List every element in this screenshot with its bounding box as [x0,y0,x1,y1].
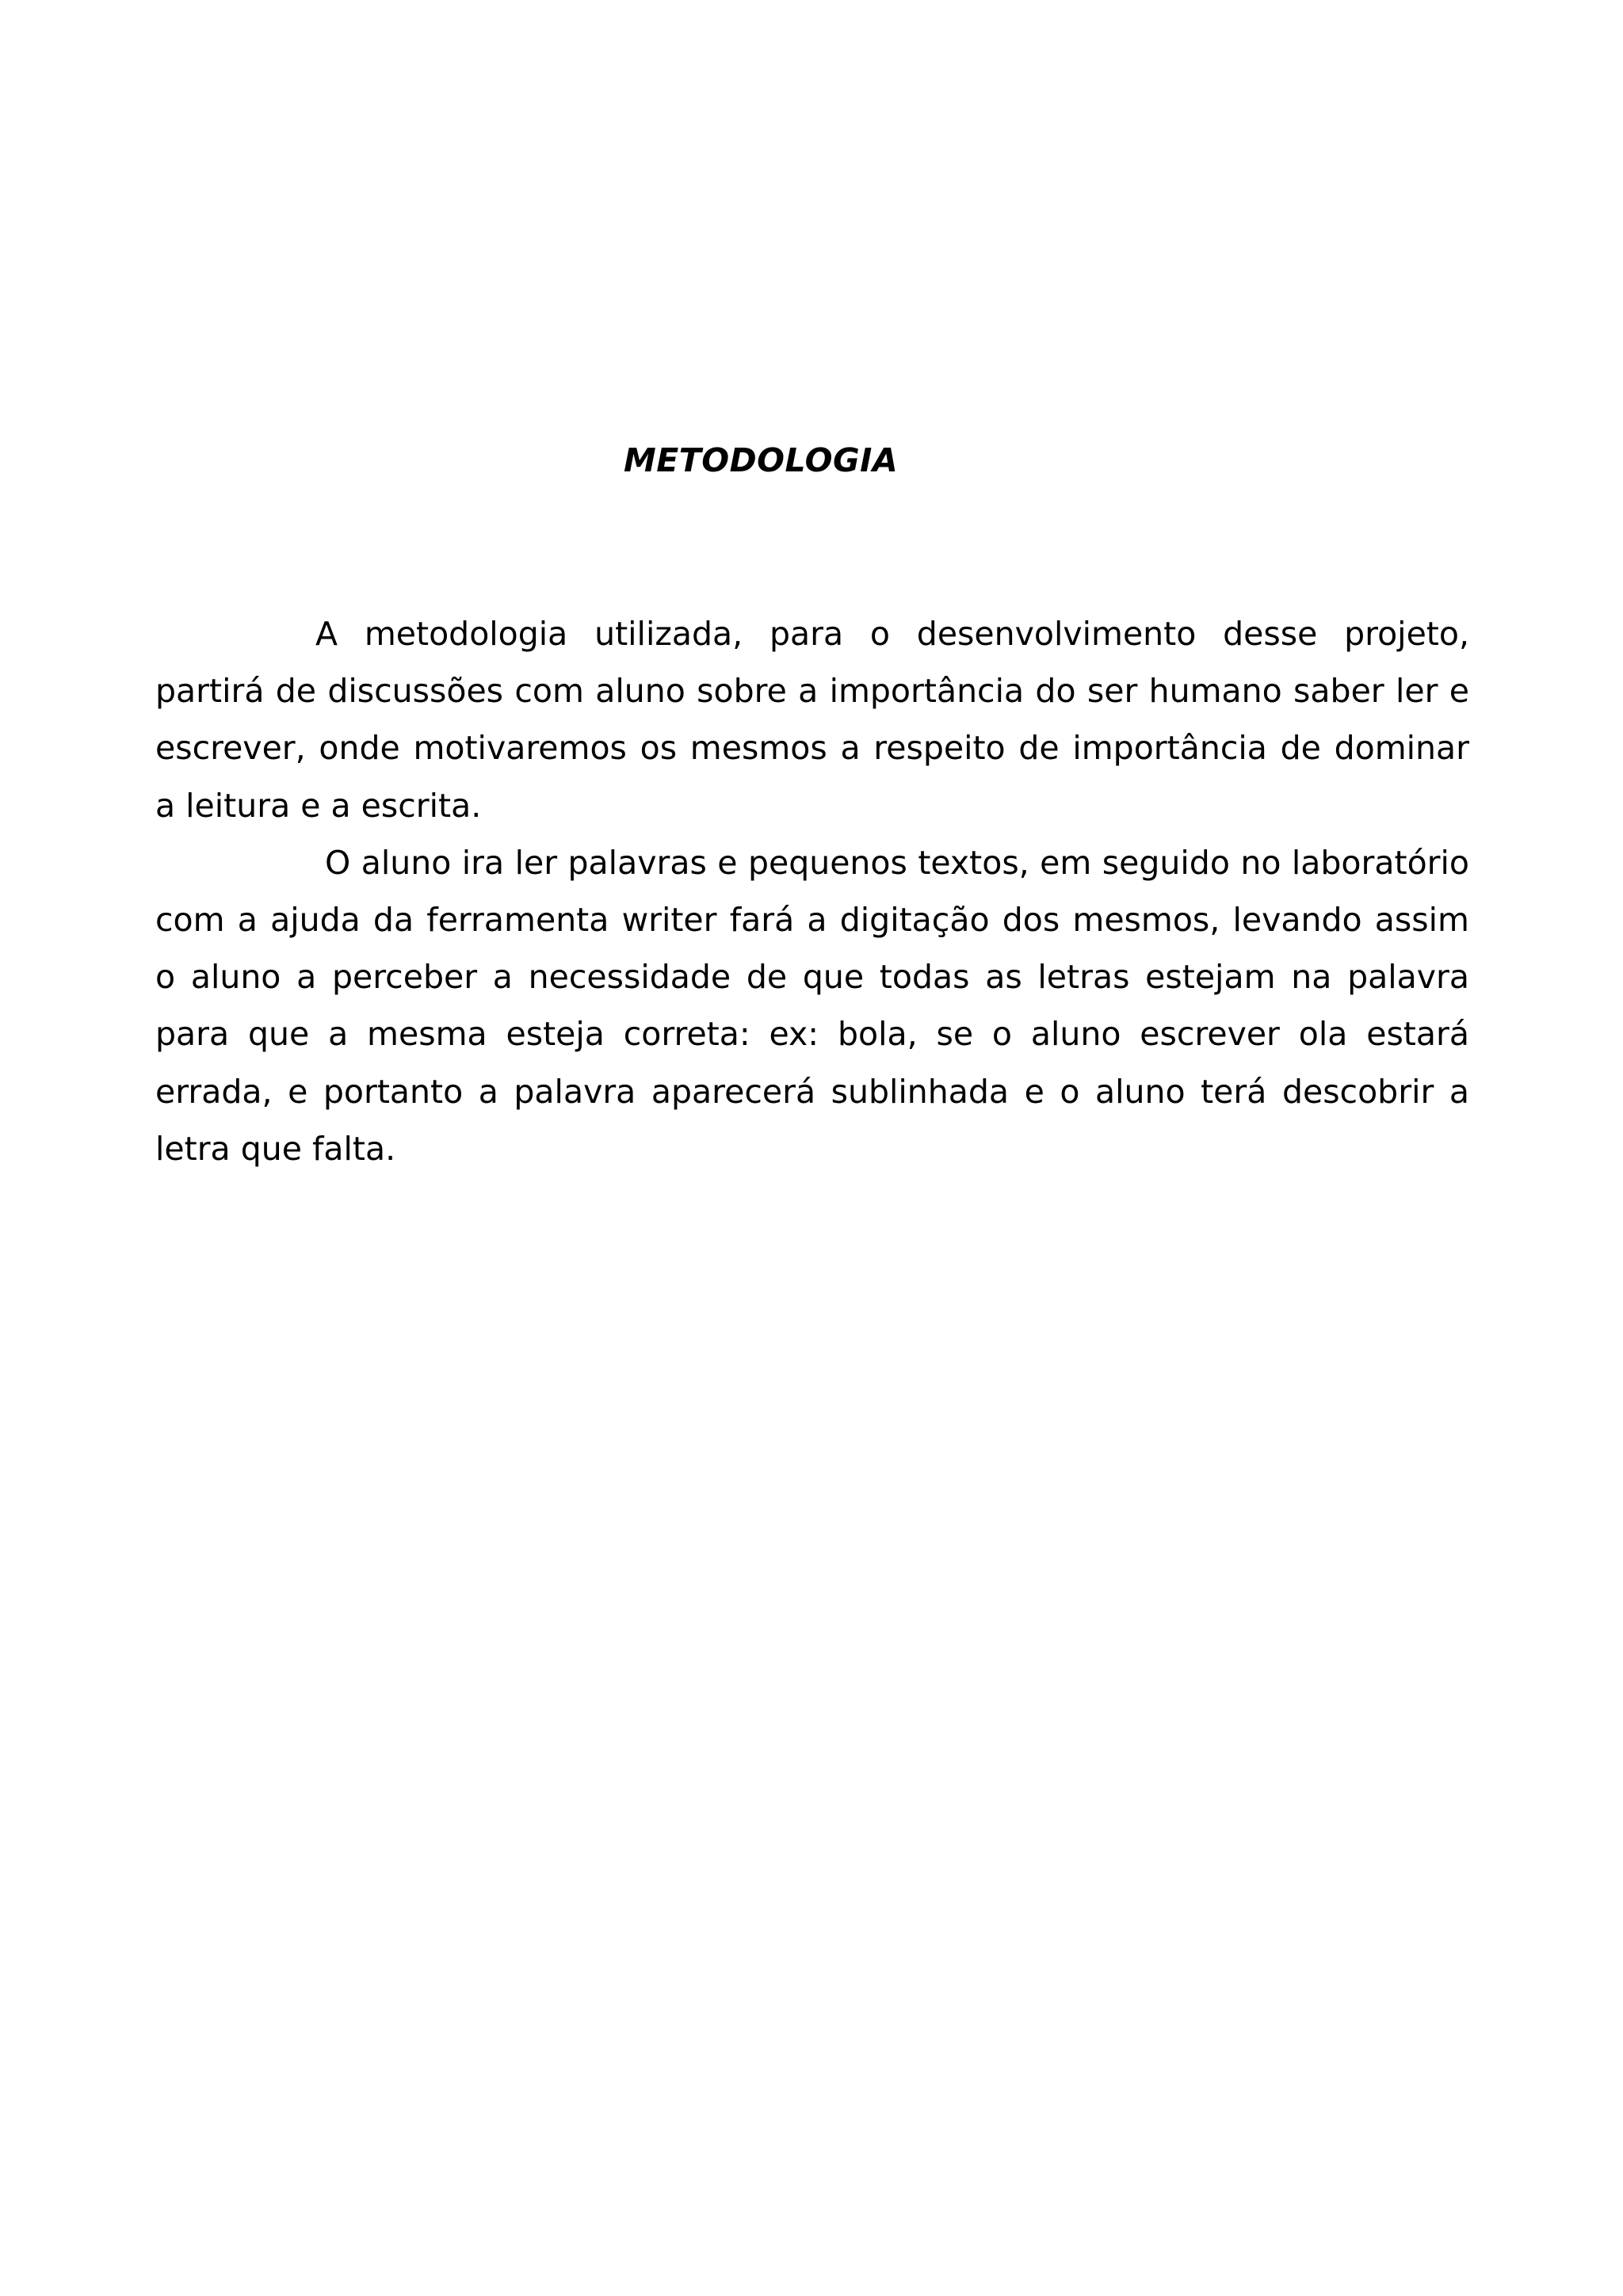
document-body [155,605,1469,1177]
paragraph-1: A metodologia utilizada, para o desenvolvimento desse projeto, partirá de discussões com aluno sobre a importância do ser humano saber ler e escrever, onde motivaremos os mesmos a respeito de importância de dominar a leitura e a escrita. [155,615,1469,825]
page-title: METODOLOGIA [624,441,899,479]
paragraph-2: O aluno ira ler palavras e pequenos textos, em seguido no laboratório com a ajuda da ferramenta writer fará a digitação dos mesmos, levando assim o aluno a perceber a necessidade de que todas as letras estejam na palavra para que a mesma esteja correta: ex: bola, se o aluno escrever ola estará errada, e portanto a palavra aparecerá sublinhada e o aluno terá descobrir a letra que falta. [155,843,1469,1168]
